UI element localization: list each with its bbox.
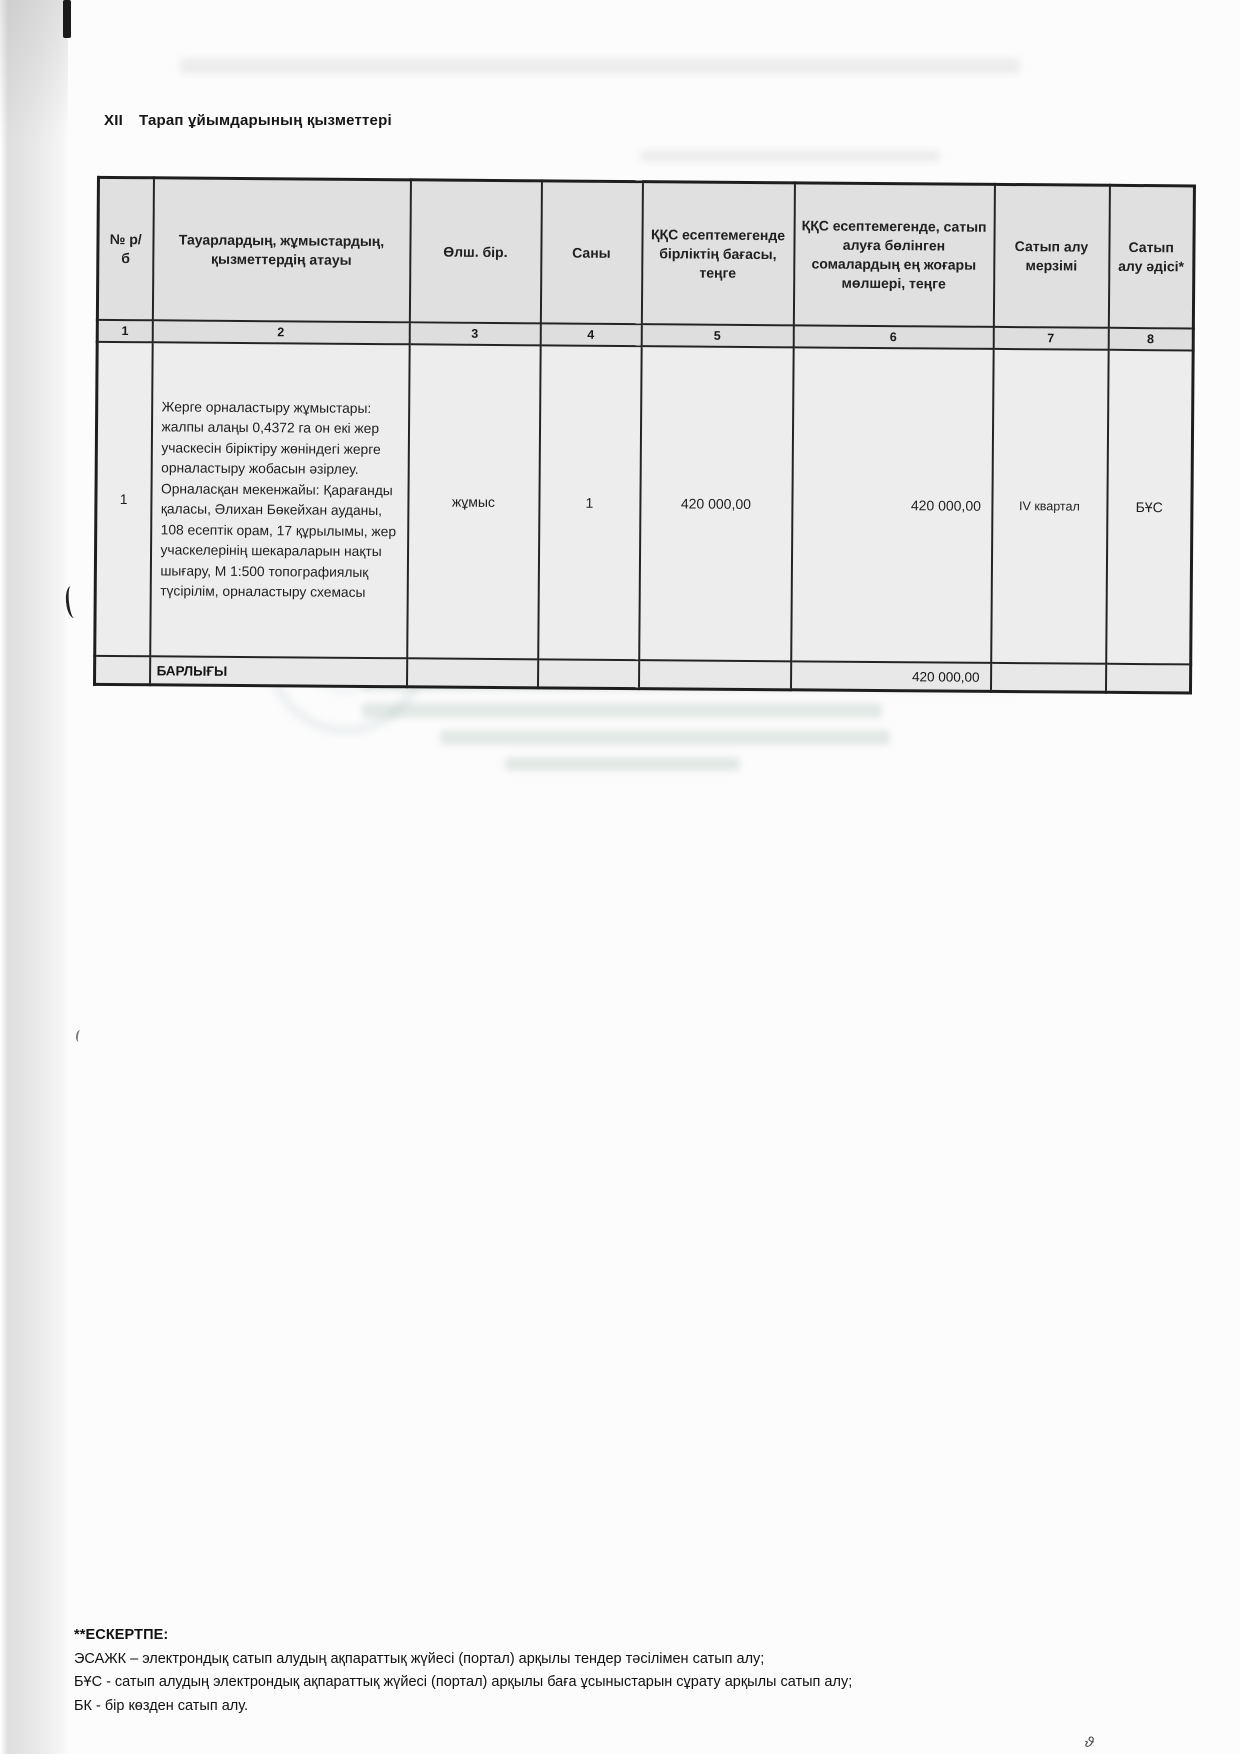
total-empty-cell bbox=[95, 656, 150, 685]
column-number: 3 bbox=[409, 322, 540, 345]
col-header-unit-price: ҚҚС есептемегенде бірліктің бағасы, теңге bbox=[641, 182, 794, 326]
total-amount-cell: 420 000,00 bbox=[790, 661, 990, 691]
total-empty-cell bbox=[537, 659, 638, 688]
pen-mark-left-lower bbox=[75, 1030, 84, 1043]
method-cell: БҰС bbox=[1106, 350, 1193, 665]
footnote-line-bk: БК - бір көзден сатып алу. bbox=[74, 1697, 249, 1714]
footnotes bbox=[74, 1624, 852, 1718]
col-header-num: № р/б bbox=[97, 177, 153, 320]
unit-cell: жұмыс bbox=[407, 344, 540, 659]
total-empty-cell bbox=[1105, 664, 1190, 693]
footnote-title: **ЕСКЕРТПЕ: bbox=[74, 1627, 169, 1643]
column-number: 7 bbox=[993, 327, 1108, 350]
item-name-cell: Жерге орналастыру жұмыстары: жалпы алаңы 0,4372 га он екі жер учаскесін біріктіру жөніндегі жерге орналастыру жобасын әзірлеу. Орналасқан мекенжайы: Қарағанды қаласы, Әлихан Бөкейхан ауданы, 108 есептік орам, 17 құрылымы, жер учаскелерінің шекараларын нақты шығару, М 1:500 топографиялық түсірілім, орналастыру схемасы bbox=[150, 342, 409, 658]
col-header-unit: Өлш. бір. bbox=[409, 180, 541, 324]
table-row bbox=[95, 342, 1193, 665]
col-header-max-amount: ҚҚС есептемегенде, сатып алуға бөлінген сомалардың ең жоғары мөлшері, теңге bbox=[793, 183, 994, 327]
qty-cell: 1 bbox=[538, 345, 641, 660]
column-number: 8 bbox=[1108, 328, 1193, 351]
max-amount-cell: 420 000,00 bbox=[791, 347, 993, 663]
column-number: 5 bbox=[641, 324, 793, 347]
col-header-method: Сатып алу әдісі* bbox=[1108, 185, 1194, 328]
column-number: 4 bbox=[540, 323, 641, 346]
scanner-edge-shadow-top bbox=[0, 0, 68, 140]
procurement-table-wrap bbox=[93, 176, 1197, 695]
pen-squiggle-bottom-right: ϑ bbox=[1083, 1733, 1096, 1752]
footnote-line-esajk: ЭСАЖК – электрондық сатып алудың ақпараттық жүйесі (портал) арқылы тендер тәсілімен сатып алу; bbox=[74, 1650, 765, 1667]
total-empty-cell bbox=[990, 663, 1105, 692]
col-header-qty: Саны bbox=[540, 181, 642, 324]
procurement-table bbox=[93, 176, 1196, 695]
bleed-through-line bbox=[640, 150, 940, 162]
bleed-through-line bbox=[180, 58, 1020, 74]
row-number-cell: 1 bbox=[95, 342, 152, 656]
bleed-through-line bbox=[440, 730, 890, 745]
unit-price-cell: 420 000,00 bbox=[639, 346, 793, 661]
bleed-through-line bbox=[505, 757, 740, 771]
total-empty-cell bbox=[638, 660, 790, 690]
column-number: 2 bbox=[152, 320, 409, 344]
scanner-edge-shadow bbox=[0, 0, 68, 1754]
section-number: XII bbox=[104, 112, 123, 129]
total-empty-cell bbox=[406, 658, 537, 688]
header-row bbox=[97, 177, 1194, 328]
total-label-cell: БАРЛЫҒЫ bbox=[150, 656, 407, 687]
col-header-period: Сатып алу мерзімі bbox=[993, 184, 1109, 327]
period-cell: IV квартал bbox=[991, 349, 1108, 664]
column-number: 1 bbox=[97, 320, 152, 342]
scan-corner-mark bbox=[63, 0, 71, 38]
section-title: Тарап ұйымдарының қызметтері bbox=[138, 112, 392, 129]
footnote-line-bus: БҰС - сатып алудың электрондық ақпараттық жүйесі (портал) арқылы баға ұсыныстарын сұрату арқылы сатып алу; bbox=[74, 1674, 853, 1690]
bleed-through-line bbox=[362, 703, 882, 718]
col-header-name: Тауарлардың, жұмыстардың, қызметтердің атауы bbox=[152, 178, 410, 323]
section-heading bbox=[104, 112, 392, 129]
column-number: 6 bbox=[793, 325, 993, 349]
